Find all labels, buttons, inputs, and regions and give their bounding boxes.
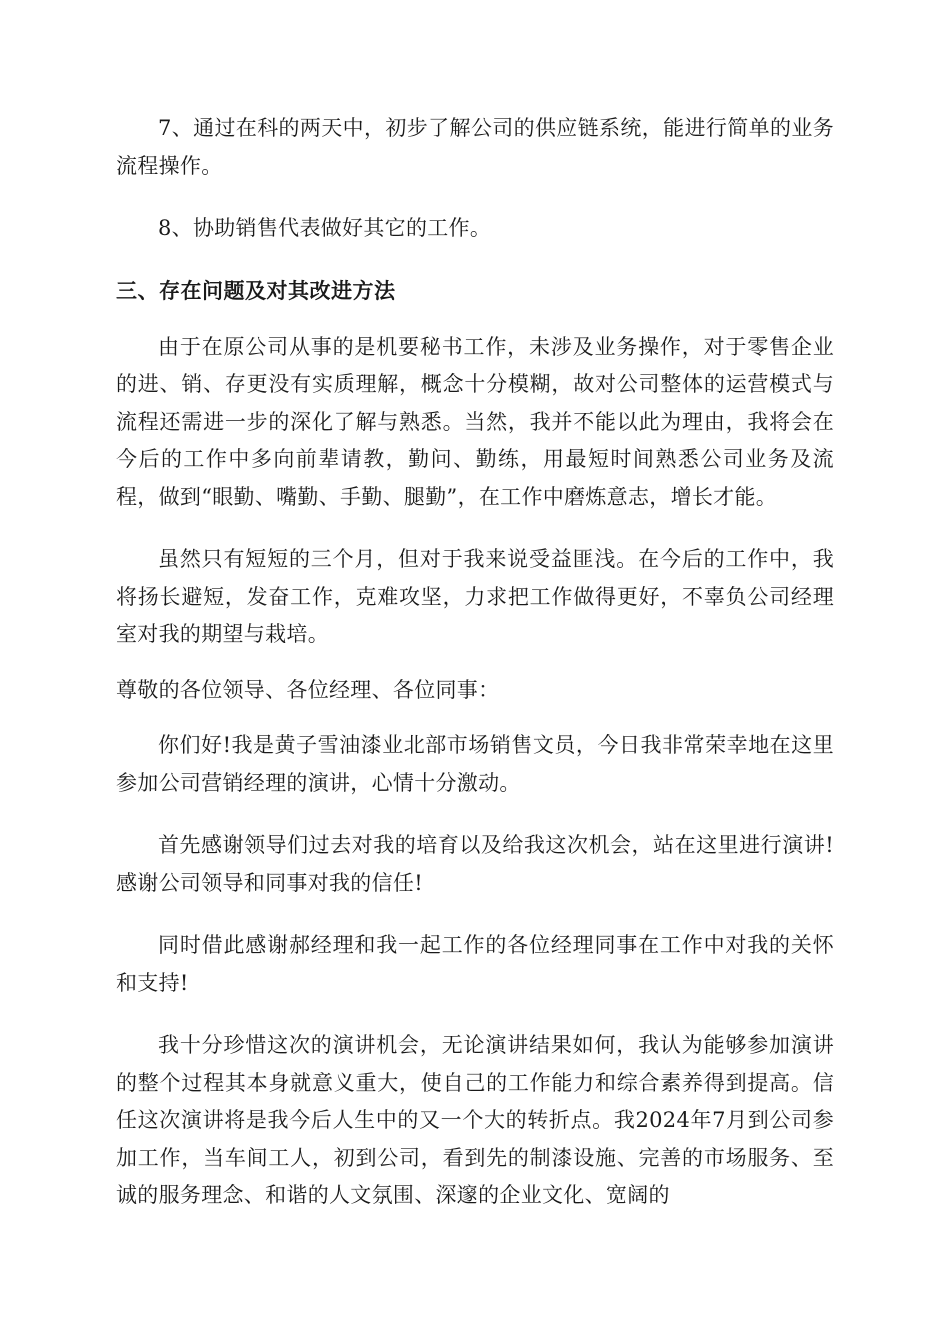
section-heading: 三、存在问题及对其改进方法	[116, 278, 396, 303]
speech-paragraph-thanks: 首先感谢领导们过去对我的培育以及给我这次机会，站在这里进行演讲!感谢公司领导和同事对我的信任!	[116, 833, 834, 895]
speech-paragraph-opportunity: 我十分珍惜这次的演讲机会，无论演讲结果如何，我认为能够参加演讲的整个过程其本身就意义重大，使自己的工作能力和综合素养得到提高。信任这次演讲将是我今后人生中的又一个大的转折点。我2024年7月到公司参加工作，当车间工人，初到公司，看到先的制漆设施、完善的市场服务、至诚的服务理念、和谐的人文氛围、深邃的企业文化、宽阔的	[116, 1033, 834, 1207]
document-page	[116, 110, 834, 1240]
speech-salutation: 尊敬的各位领导、各位经理、各位同事：	[116, 677, 500, 702]
speech-paragraph-greeting: 你们好!我是黄子雪油漆业北部市场销售文员，今日我非常荣幸地在这里参加公司营销经理的演讲，心情十分激动。	[116, 733, 834, 795]
body-paragraph-summary: 虽然只有短短的三个月，但对于我来说受益匪浅。在今后的工作中，我将扬长避短，发奋工作，克难攻坚，力求把工作做得更好，不辜负公司经理室对我的期望与栽培。	[116, 547, 834, 646]
list-item-8: 8、协助销售代表做好其它的工作。	[158, 216, 492, 240]
list-item-7: 7、通过在科的两天中，初步了解公司的供应链系统，能进行简单的业务流程操作。	[116, 116, 834, 178]
body-paragraph-problems: 由于在原公司从事的是机要秘书工作，未涉及业务操作，对于零售企业的进、销、存更没有实质理解，概念十分模糊，故对公司整体的运营模式与流程还需进一步的深化了解与熟悉。当然，我并不能以此为理由，我将会在今后的工作中多向前辈请教，勤问、勤练，用最短时间熟悉公司业务及流程，做到“眼勤、嘴勤、手勤、腿勤”，在工作中磨炼意志，增长才能。	[116, 334, 834, 509]
speech-paragraph-gratitude: 同时借此感谢郝经理和我一起工作的各位经理同事在工作中对我的关怀和支持!	[116, 933, 834, 995]
